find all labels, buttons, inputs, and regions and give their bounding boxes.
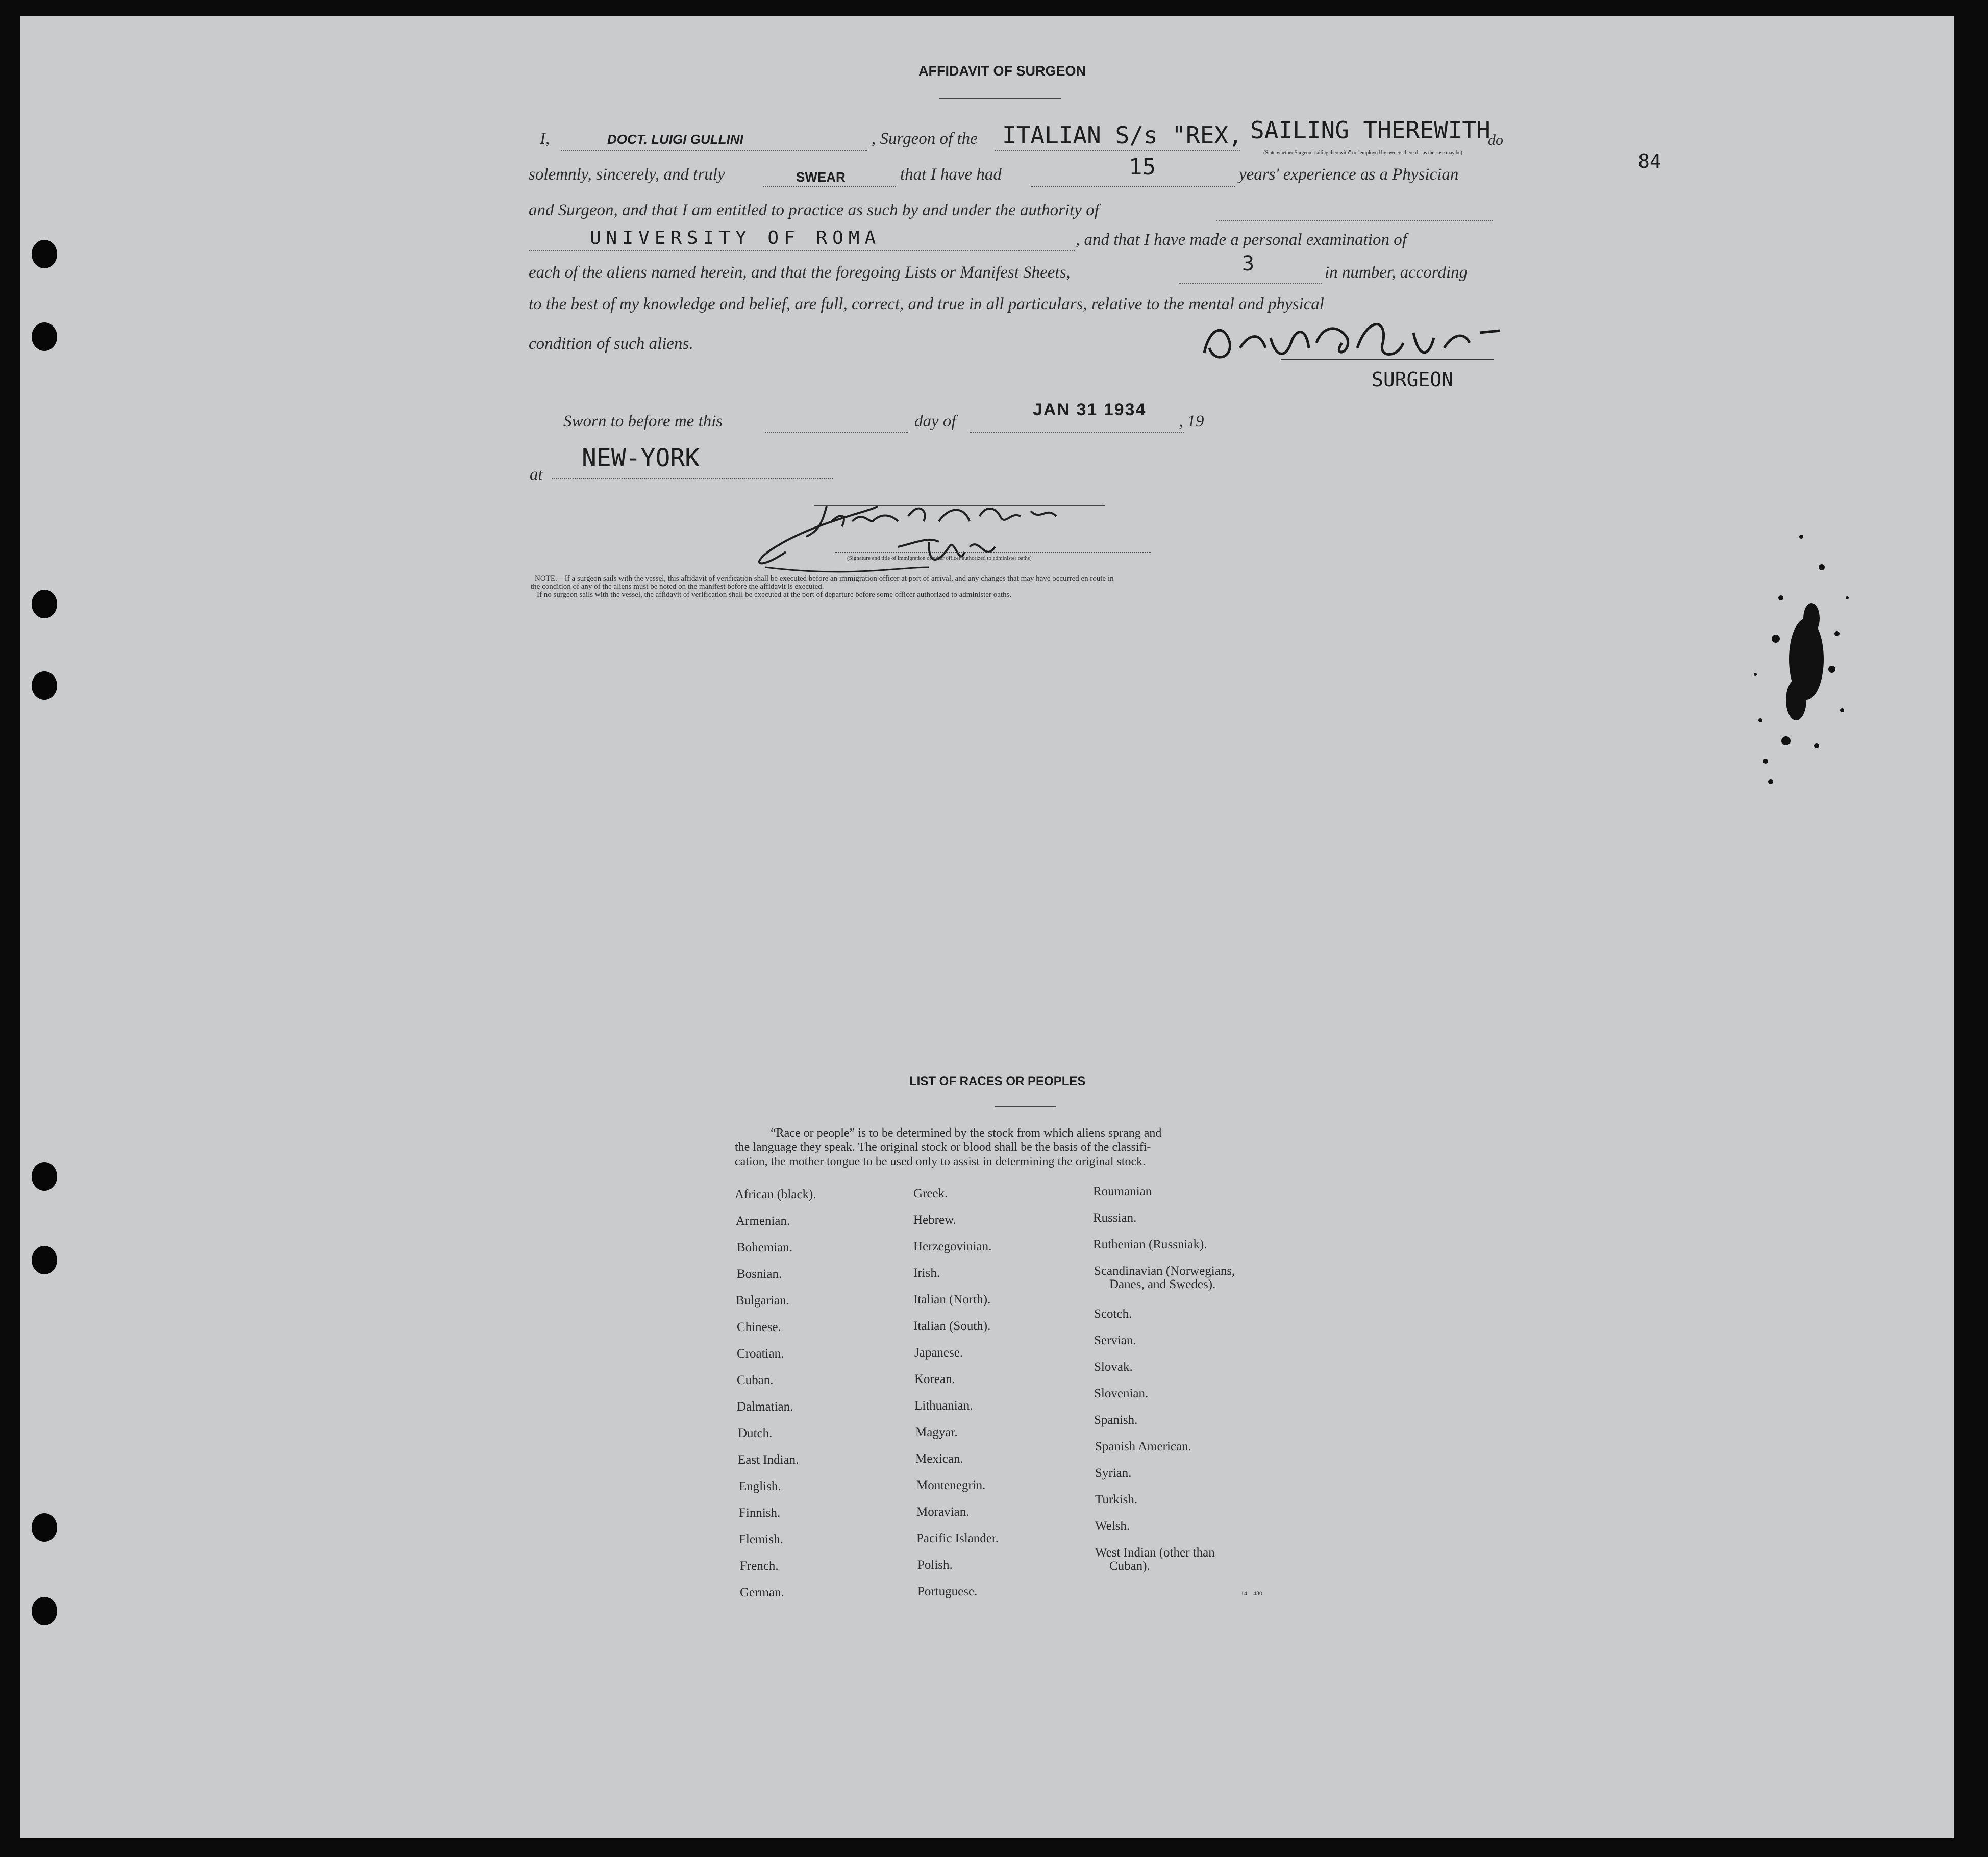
race-item: Welsh. (1095, 1519, 1130, 1533)
race-item: Armenian. (736, 1214, 790, 1228)
note-line-3: If no surgeon sails with the vessel, the affidavit of verification shall be executed at the port of departure before some officer authorized to administer oaths. (537, 591, 1012, 599)
officer-signature-rule (814, 505, 1105, 506)
race-item: Ruthenian (Russniak). (1093, 1238, 1207, 1251)
binder-hole (32, 590, 57, 618)
years-experience: 15 (1129, 154, 1156, 180)
binder-hole (32, 322, 57, 351)
line1-mid: , Surgeon of the (872, 130, 978, 148)
races-intro-2: the language they speak. The original stock or blood shall be the basis of the classifi- (735, 1141, 1151, 1154)
race-item: English. (739, 1479, 781, 1493)
line2-mid: that I have had (900, 165, 1002, 184)
race-item: Croatian. (737, 1347, 784, 1361)
place-field (552, 478, 833, 479)
race-item: Portuguese. (917, 1585, 978, 1598)
sworn-mid: day of (914, 412, 956, 431)
race-item: Greek. (913, 1187, 948, 1200)
race-item: Bulgarian. (736, 1294, 789, 1308)
officer-title-rule (835, 552, 1151, 553)
sworn-prefix: Sworn to before me this (563, 412, 723, 431)
races-intro-1: “Race or people” is to be determined by the stock from which aliens sprang and (771, 1126, 1162, 1140)
sworn-date-stamp: JAN 31 1934 (1033, 400, 1147, 419)
binder-hole (32, 240, 57, 268)
race-item: Dalmatian. (737, 1400, 793, 1414)
surgeon-label: SURGEON (1372, 368, 1454, 391)
page-number: 84 (1638, 150, 1661, 172)
sworn-day-field (765, 432, 908, 433)
races-title: LIST OF RACES OR PEOPLES (909, 1074, 1086, 1088)
race-item: Servian. (1094, 1334, 1136, 1347)
officer-caption: (Signature and title of immigration or other officer authorized to administer oaths) (847, 555, 1032, 561)
form-code: 14—430 (1241, 1590, 1262, 1597)
race-item: African (black). (735, 1188, 816, 1201)
authority-field-top (1216, 220, 1493, 221)
race-item: Slovenian. (1094, 1387, 1149, 1400)
binder-hole (32, 1162, 57, 1191)
race-item: Mexican. (915, 1452, 963, 1466)
manifest-sheets-count: 3 (1242, 252, 1255, 275)
line2-prefix: solemnly, sincerely, and truly (529, 165, 725, 184)
sworn-date-field (970, 432, 1184, 433)
race-item: Chinese. (737, 1320, 781, 1334)
race-item: Flemish. (739, 1533, 783, 1546)
race-item: Russian. (1093, 1211, 1137, 1225)
race-item: Cuban. (737, 1373, 774, 1387)
authority-name: UNIVERSITY OF ROMA (590, 228, 881, 248)
race-item: Spanish. (1094, 1413, 1138, 1427)
race-item: German. (740, 1586, 784, 1599)
race-item: Syrian. (1095, 1466, 1132, 1480)
binder-hole (32, 671, 57, 700)
race-item: Montenegrin. (916, 1478, 986, 1492)
place-prefix: at (530, 465, 543, 484)
line3: and Surgeon, and that I am entitled to practice as such by and under the authority of (529, 201, 1099, 219)
line7: condition of such aliens. (529, 335, 693, 353)
races-title-rule (995, 1106, 1056, 1107)
surgeon-name: DOCT. LUIGI GULLINI (607, 132, 743, 147)
race-item: Turkish. (1095, 1493, 1138, 1507)
race-item: Danes, and Swedes). (1109, 1277, 1216, 1291)
binder-hole (32, 1597, 57, 1625)
line2-suffix: years' experience as a Physician (1239, 165, 1459, 184)
race-item: Polish. (917, 1558, 953, 1572)
race-item: Roumanian (1093, 1185, 1152, 1198)
race-item: Cuban). (1109, 1559, 1150, 1573)
capacity-note: (State whether Surgeon "sailing therewith" or "employed by owners thereof," as the case may be) (1263, 150, 1462, 156)
race-item: Slovak. (1094, 1360, 1133, 1374)
oath-word: SWEAR (796, 169, 846, 185)
signature-rule (1281, 359, 1494, 360)
officer-signature (745, 491, 1112, 583)
race-item: Pacific Islander. (916, 1532, 999, 1545)
ink-stain (1735, 506, 1868, 802)
surgeon-name-field (561, 150, 867, 151)
race-item: Bosnian. (737, 1267, 782, 1281)
race-item: Italian (South). (913, 1319, 991, 1333)
line6: to the best of my knowledge and belief, are full, correct, and true in all particulars, relative to the mental and physical (529, 295, 1324, 313)
race-item: Dutch. (738, 1426, 773, 1440)
sworn-suffix: , 19 (1179, 412, 1204, 431)
binder-hole (32, 1246, 57, 1274)
vessel-name: ITALIAN S/s "REX, (1002, 121, 1242, 149)
sheets-field (1179, 283, 1322, 284)
race-item: Finnish. (739, 1506, 781, 1520)
oath-field (763, 186, 896, 187)
line1-suffix: do (1488, 132, 1503, 148)
race-item: Bohemian. (737, 1241, 793, 1254)
line1-prefix: I, (540, 130, 550, 148)
affidavit-title: AFFIDAVIT OF SURGEON (918, 63, 1086, 79)
race-item: East Indian. (738, 1453, 799, 1467)
race-item: Herzegovinian. (913, 1240, 992, 1253)
races-intro-3: cation, the mother tongue to be used only to assist in determining the original stock. (735, 1155, 1146, 1168)
line5-suffix: in number, according (1325, 263, 1468, 282)
surgeon-signature (1194, 312, 1510, 373)
title-rule (939, 98, 1061, 99)
line4-suffix: , and that I have made a personal examination of (1076, 231, 1407, 249)
race-item: Hebrew. (913, 1213, 956, 1227)
note-line-1: NOTE.—If a surgeon sails with the vessel, this affidavit of verification shall be executed before an immigration officer at port of arrival, and any changes that may have occurred en route in (535, 574, 1114, 583)
race-item: French. (740, 1559, 779, 1573)
race-item: Lithuanian. (914, 1399, 973, 1413)
document-page (20, 16, 1954, 1838)
note-line-2: the condition of any of the aliens must be noted on the manifest before the affidavit is executed. (531, 583, 824, 591)
race-item: Japanese. (914, 1346, 963, 1360)
vessel-field (995, 150, 1240, 151)
authority-field (529, 250, 1075, 251)
place-value: NEW-YORK (582, 444, 700, 472)
race-item: Moravian. (916, 1505, 970, 1519)
years-field (1031, 186, 1235, 187)
surgeon-capacity: SAILING THEREWITH (1250, 116, 1490, 144)
race-item: Italian (North). (913, 1293, 991, 1307)
race-item: Scotch. (1094, 1307, 1132, 1321)
race-item: Spanish American. (1095, 1440, 1191, 1453)
binder-hole (32, 1513, 57, 1542)
race-item: West Indian (other than (1095, 1546, 1215, 1560)
race-item: Korean. (914, 1372, 955, 1386)
race-item: Scandinavian (Norwegians, (1094, 1264, 1235, 1278)
line5-prefix: each of the aliens named herein, and that the foregoing Lists or Manifest Sheets, (529, 263, 1071, 282)
race-item: Irish. (913, 1266, 940, 1280)
race-item: Magyar. (915, 1425, 958, 1439)
